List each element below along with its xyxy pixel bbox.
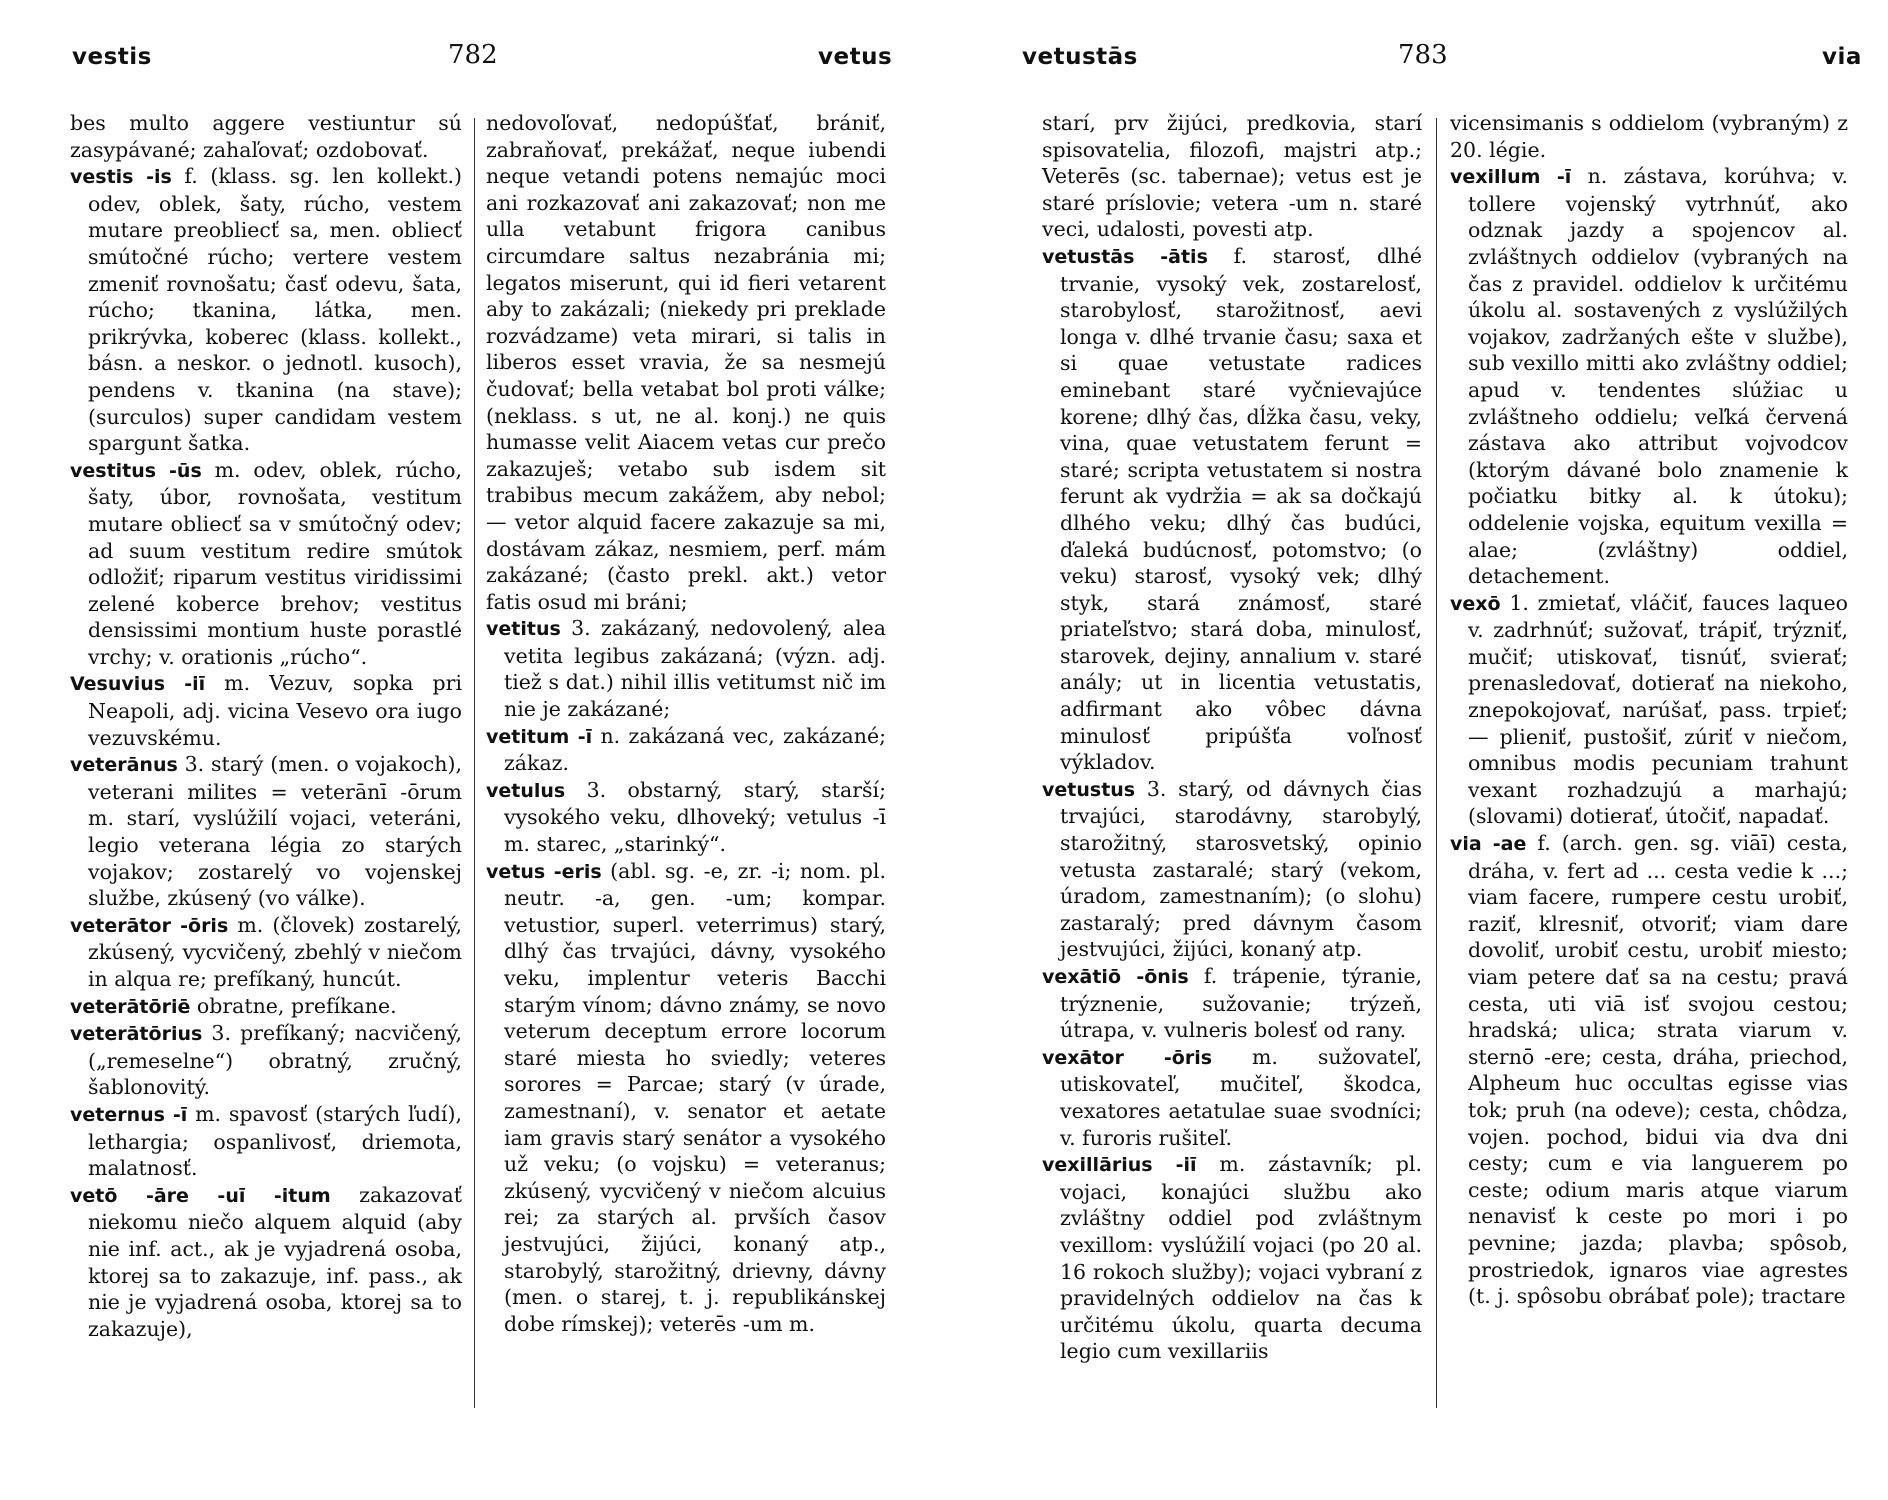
- dictionary-entry: [70, 457, 462, 671]
- dictionary-entry: [70, 1182, 462, 1343]
- entry-headword: veterātōrius: [70, 1023, 203, 1046]
- entry-headword: vexātor -ōris: [1042, 1046, 1213, 1069]
- entry-definition: vicensimanis s oddielom (vybraným) z 20. légie.: [1450, 111, 1848, 162]
- entry-definition: f. (klass. sg. len kollekt.) odev, oblek, šaty, rúcho, vestem mutare preobliecť sa, men. obliecť smútočné rúcho; vertere vestem zmeniť rovnošatu; časť odevu, šata, rúcho; tkanina, látka, men. prikrývka, koberec (klass. kollekt., básn. a neskor. o jednotl. kusoch), pendens v. tkanina (na stave); (surculos) super candidam vestem spargunt šatka.: [88, 164, 462, 456]
- entry-headword: vexillum -ī: [1450, 166, 1572, 189]
- entry-headword: vetustās -ātis: [1042, 245, 1208, 268]
- dictionary-entry: [70, 1020, 462, 1101]
- dictionary-entry: [1042, 1044, 1422, 1151]
- header-guideword-left: vetustās: [1022, 44, 1138, 70]
- entry-definition: f. (arch. gen. sg. viāī) cesta, dráha, v. fert ad ... cesta vedie k ...; viam facere, rumpere cestu urobiť, raziť, klresniť, otvoriť; viam dare dovoliť, urobiť cestu, urobiť miesto; viam petere dať sa na cestu; pravá cesta, uti viā isť svojou cestou; hradská; ulica; strata viarum v. sternō -ere; cesta, dráha, priechod, Alpheum huc occultas egisse vias tok; pruh (na odeve); cesta, chôdza, vojen. pochod, bidui via dva dni cesty; cum e via languerem po ceste; odium maris atque viarum nenavisť k ceste po mori i po pevnine; jazda; plavba; spôsob, prostriedok, ignaros viae agrestes (t. j. spôsobu obrábať pole); tractare: [1468, 831, 1848, 1309]
- entry-headword: vetus -eris: [486, 860, 602, 883]
- dictionary-entry: [70, 912, 462, 993]
- dictionary-entry: [1042, 1151, 1422, 1365]
- dictionary-entry: [70, 163, 462, 457]
- entry-definition: 3. obstarný, starý, starší; vysokého veku, dlhoveký; vetulus -ī m. starec, „starinký“.: [504, 777, 886, 857]
- right-page-column-2: [1450, 110, 1848, 1310]
- dictionary-entry: [1042, 963, 1422, 1044]
- entry-headword: vestis -is: [70, 166, 172, 189]
- page-number: 782: [448, 40, 498, 70]
- left-page-column-1: [70, 110, 462, 1342]
- dictionary-entry: [486, 615, 886, 722]
- dictionary-entry: [1450, 830, 1848, 1310]
- dictionary-entry: [1450, 590, 1848, 830]
- entry-definition: 3. starý, od dávnych čias trvajúci, starodávny, starobylý, starožitný, starosvetský, opinio vetusta zastaralé; starý (vekom, úradom, zamestnaním); (o slohu) zastaralý; pred dávnym časom jestvujúci, žijúci, konaný atp.: [1060, 776, 1422, 962]
- entry-headword: Vesuvius -iī: [70, 673, 206, 696]
- left-page: [0, 0, 930, 1500]
- entry-definition: bes multo aggere vestiuntur sú zasypávané; zahaľovať; ozdobovať.: [70, 111, 462, 162]
- entry-definition: 3. zakázaný, nedovolený, alea vetita legibus zakázaná; (význ. adj. tiež s dat.) nihil illis vetitumst nič im nie je zakázané;: [504, 616, 886, 722]
- entry-headword: veterātor -ōris: [70, 914, 229, 937]
- entry-headword: vetustus: [1042, 778, 1136, 801]
- dictionary-entry: [1450, 163, 1848, 590]
- entry-definition: m. Vezuv, sopka pri Neapoli, adj. vicina Vesevo ora iugo vezuvskému.: [88, 671, 462, 750]
- dictionary-entry: [70, 1101, 462, 1182]
- header-guideword-right: vetus: [818, 44, 893, 70]
- entry-headword: vestitus -ūs: [70, 459, 202, 482]
- entry-continuation: [1042, 110, 1422, 243]
- dictionary-entry: [486, 723, 886, 777]
- left-page-column-2: [486, 110, 886, 1337]
- entry-definition: m. sužovateľ, utiskovateľ, mučiteľ, škodca, vexatores aetatulae suae svodníci; v. furoris rušiteľ.: [1060, 1044, 1422, 1150]
- entry-definition: 3. prefíkaný; nacvičený, („remeselne“) obratný, zručný, šablonovitý.: [88, 1021, 462, 1100]
- entry-headword: via -ae: [1450, 833, 1527, 856]
- entry-definition: 1. zmietať, vláčiť, fauces laqueo v. zadrhnúť; sužovať, trápiť, trýzniť, mučiť; utiskovať, tisnúť, svierať; prenasledovať, dotierať na niekoho, znepokojovať, narúšať, pass. trpieť; — plieniť, pustošiť, zúriť v niečom, omnibus modis pecuniam trahunt vexant rozhadzujú a marhajú; (slovami) dotierať, útočiť, napadať.: [1468, 590, 1848, 829]
- right-page-column-1: [1042, 110, 1422, 1365]
- column-divider: [474, 118, 475, 1408]
- entry-definition: (abl. sg. -e, zr. -i; nom. pl. neutr. -a, gen. -um; kompar. vetustior, superl. veterrimus) starý, dlhý čas trvajúci, dávny, vysokého veku, implentur veteris Bacchi starým vínom; dávno známy, se novo veterum deceptum errore locorum staré miesta ho sviedly; veteres sorores = Parcae; starý (v úrade, zamestnaní), v. senator et aetate iam gravis starý senátor a vysokého už veku; (o vojsku) = veteranus; zkúsený, vycvičený v niečom alcuius rei; za starých al. prvších časov jestvujúci, žijúci, konaný atp., starobylý, starožitný, drievny, dávny (men. o starej, t. j. republikánskej dobe rímskej); veterēs -um m.: [504, 858, 886, 1336]
- entry-definition: 3. starý (men. o vojakoch), veterani milites = veterānī -ōrum m. starí, vyslúžilí vojaci, veteráni, legio veterana légia zo starých vojakov; zostarelý vo vojenskej službe, zkúsený (vo válke).: [88, 752, 462, 911]
- entry-headword: veterānus: [70, 754, 178, 777]
- dictionary-entry: [1042, 776, 1422, 963]
- entry-headword: vetulus: [486, 779, 566, 802]
- page-header: [1010, 40, 1888, 84]
- entry-headword: vexātiō -ōnis: [1042, 966, 1189, 988]
- entry-definition: m. odev, oblek, rúcho, šaty, úbor, rovnošata, vestitum mutare obliecť sa v smútočný odev; ad suum vestitum redire smútok odložiť; riparum vestitus viridissimi zelené koberce brehov; vestitus densissimi montium huste porastlé vrchy; v. orationis „rúcho“.: [88, 457, 462, 669]
- dictionary-entry: [70, 751, 462, 912]
- entry-headword: vexō: [1450, 592, 1501, 615]
- dictionary-entry: [70, 993, 462, 1021]
- entry-definition: zakazovať niekomu niečo alquem alquid (aby nie inf. act., ak je vyjadrená osoba, ktorej sa to zakazuje, inf. pass., ak nie je vyjadrená osoba, ktorej sa to zakazuje),: [88, 1182, 462, 1341]
- entry-headword: vetitus: [486, 618, 561, 641]
- entry-headword: vetitum -ī: [486, 725, 593, 748]
- entry-headword: vetō -āre -uī -itum: [70, 1184, 331, 1207]
- header-guideword-left: vestis: [72, 44, 152, 70]
- dictionary-entry: [486, 858, 886, 1338]
- entry-continuation: [1450, 110, 1848, 163]
- entry-definition: nedovoľovať, nedopúšťať, brániť, zabraňovať, prekážať, neque iubendi neque vetandi potens nemajúc moci ani rozkazovať ani zakazovať; non me ulla vetabunt frigora canibus circumdare saltus nezabránia mi; legatos miserunt, qui id fieri vetarent aby to zakázali; (niekedy pri preklade rozvádzame) veta mirari, si talis in liberos esset vravia, že sa nesmejú čudovať; bella vetabat bol proti válke; (neklass. s ut, ne al. konj.) ne quis humasse velit Aiacem vetas cur prečo zakazuješ; vetabo sub isdem sit trabibus mecum zakážem, aby nebol; — vetor alquid facere zakazuje sa mi, dostávam zákaz, nesmiem, perf. mám zakázané; (často prekl. akt.) vetor fatis osud mi bráni;: [486, 111, 886, 614]
- entry-definition: m. (človek) zostarelý, zkúsený, vycvičený, zbehlý v niečom in alqua re; prefíkaný, huncút.: [88, 912, 462, 991]
- entry-definition: f. starosť, dlhé trvanie, vysoký vek, zostarelosť, starobylosť, starožitnosť, aevi longa v. dlhé trvanie času; saxa et si quae vetustate radices eminebant staré vyčnievajúce korene; dlhý čas, dĺžka času, veky, vina, quae vetustatem ferunt = staré; scripta vetustatem si nostra ferunt ak vydržia = ak sa dočkajú dlhého veku; dlhý čas budúci, ďaleká budúcnosť, potomstvo; (o veku) starosť, vysoký vek; dlhý styk, stará známosť, staré priateľstvo; stará doba, minulosť, starovek, dejiny, annalium v. staré anály; ut in licentia vetustatis, adfirmant ako vôbec dávna minulosť pripúšťa voľnosť výkladov.: [1060, 243, 1422, 775]
- entry-headword: vexillārius -iī: [1042, 1154, 1197, 1177]
- entry-headword: veternus -ī: [70, 1103, 188, 1126]
- entry-definition: n. zástava, korúhva; v. tollere vojenský vytrhnúť, ako odznak jazdy a spojencov al. zvláštnych oddielov (vybraných na čas z pravidel. oddielov k určitému úkolu al. sostavených z vyslúžilých vojakov, zadržaných ešte v službe), sub vexillo mitti ako zvláštny oddiel; apud v. tendentes slúžiac u zvláštneho oddielu; veľká červená zástava ako attribut vojvodcov (ktorým dávané bolo znamenie k počiatku bitky al. k útoku); oddelenie vojska, equitum vexilla = alae; (zvláštny) oddiel, detachement.: [1468, 164, 1848, 589]
- dictionary-entry: [70, 670, 462, 751]
- page-number: 783: [1398, 40, 1448, 70]
- entry-definition: m. spavosť (starých ľudí), lethargia; ospanlivosť, driemota, malatnosť.: [88, 1101, 462, 1181]
- entry-definition: starí, prv žijúci, predkovia, starí spisovatelia, filozofi, majstri atp.; Veterēs (sc. tabernae); vetus est je staré príslovie; vetera -um n. staré veci, udalosti, povesti atp.: [1042, 111, 1422, 242]
- right-page: [1010, 0, 1888, 1500]
- entry-headword: veterātōriē: [70, 995, 191, 1018]
- entry-continuation: [70, 110, 462, 163]
- entry-continuation: [486, 110, 886, 615]
- entry-definition: obratne, prefíkane.: [190, 993, 397, 1018]
- entry-definition: n. zakázaná vec, zakázané; zákaz.: [504, 723, 886, 776]
- header-guideword-right: via: [1822, 44, 1862, 70]
- entry-definition: m. zástavník; pl. vojaci, konajúci službu ako zvláštny oddiel pod zvláštnym vexillom: vyslúžilí vojaci (po 20 al. 16 rokoch služby); vojaci vybraní z pravidelných oddielov na čas k určitému úkolu, quarta decuma legio cum vexillariis: [1060, 1152, 1423, 1364]
- page-header: [0, 40, 930, 84]
- dictionary-entry: [486, 777, 886, 858]
- column-divider: [1436, 118, 1437, 1408]
- dictionary-entry: [1042, 243, 1422, 776]
- entry-definition: f. trápenie, týranie, trýznenie, sužovanie; trýzeň, útrapa, v. vulneris bolesť od rany.: [1060, 964, 1422, 1043]
